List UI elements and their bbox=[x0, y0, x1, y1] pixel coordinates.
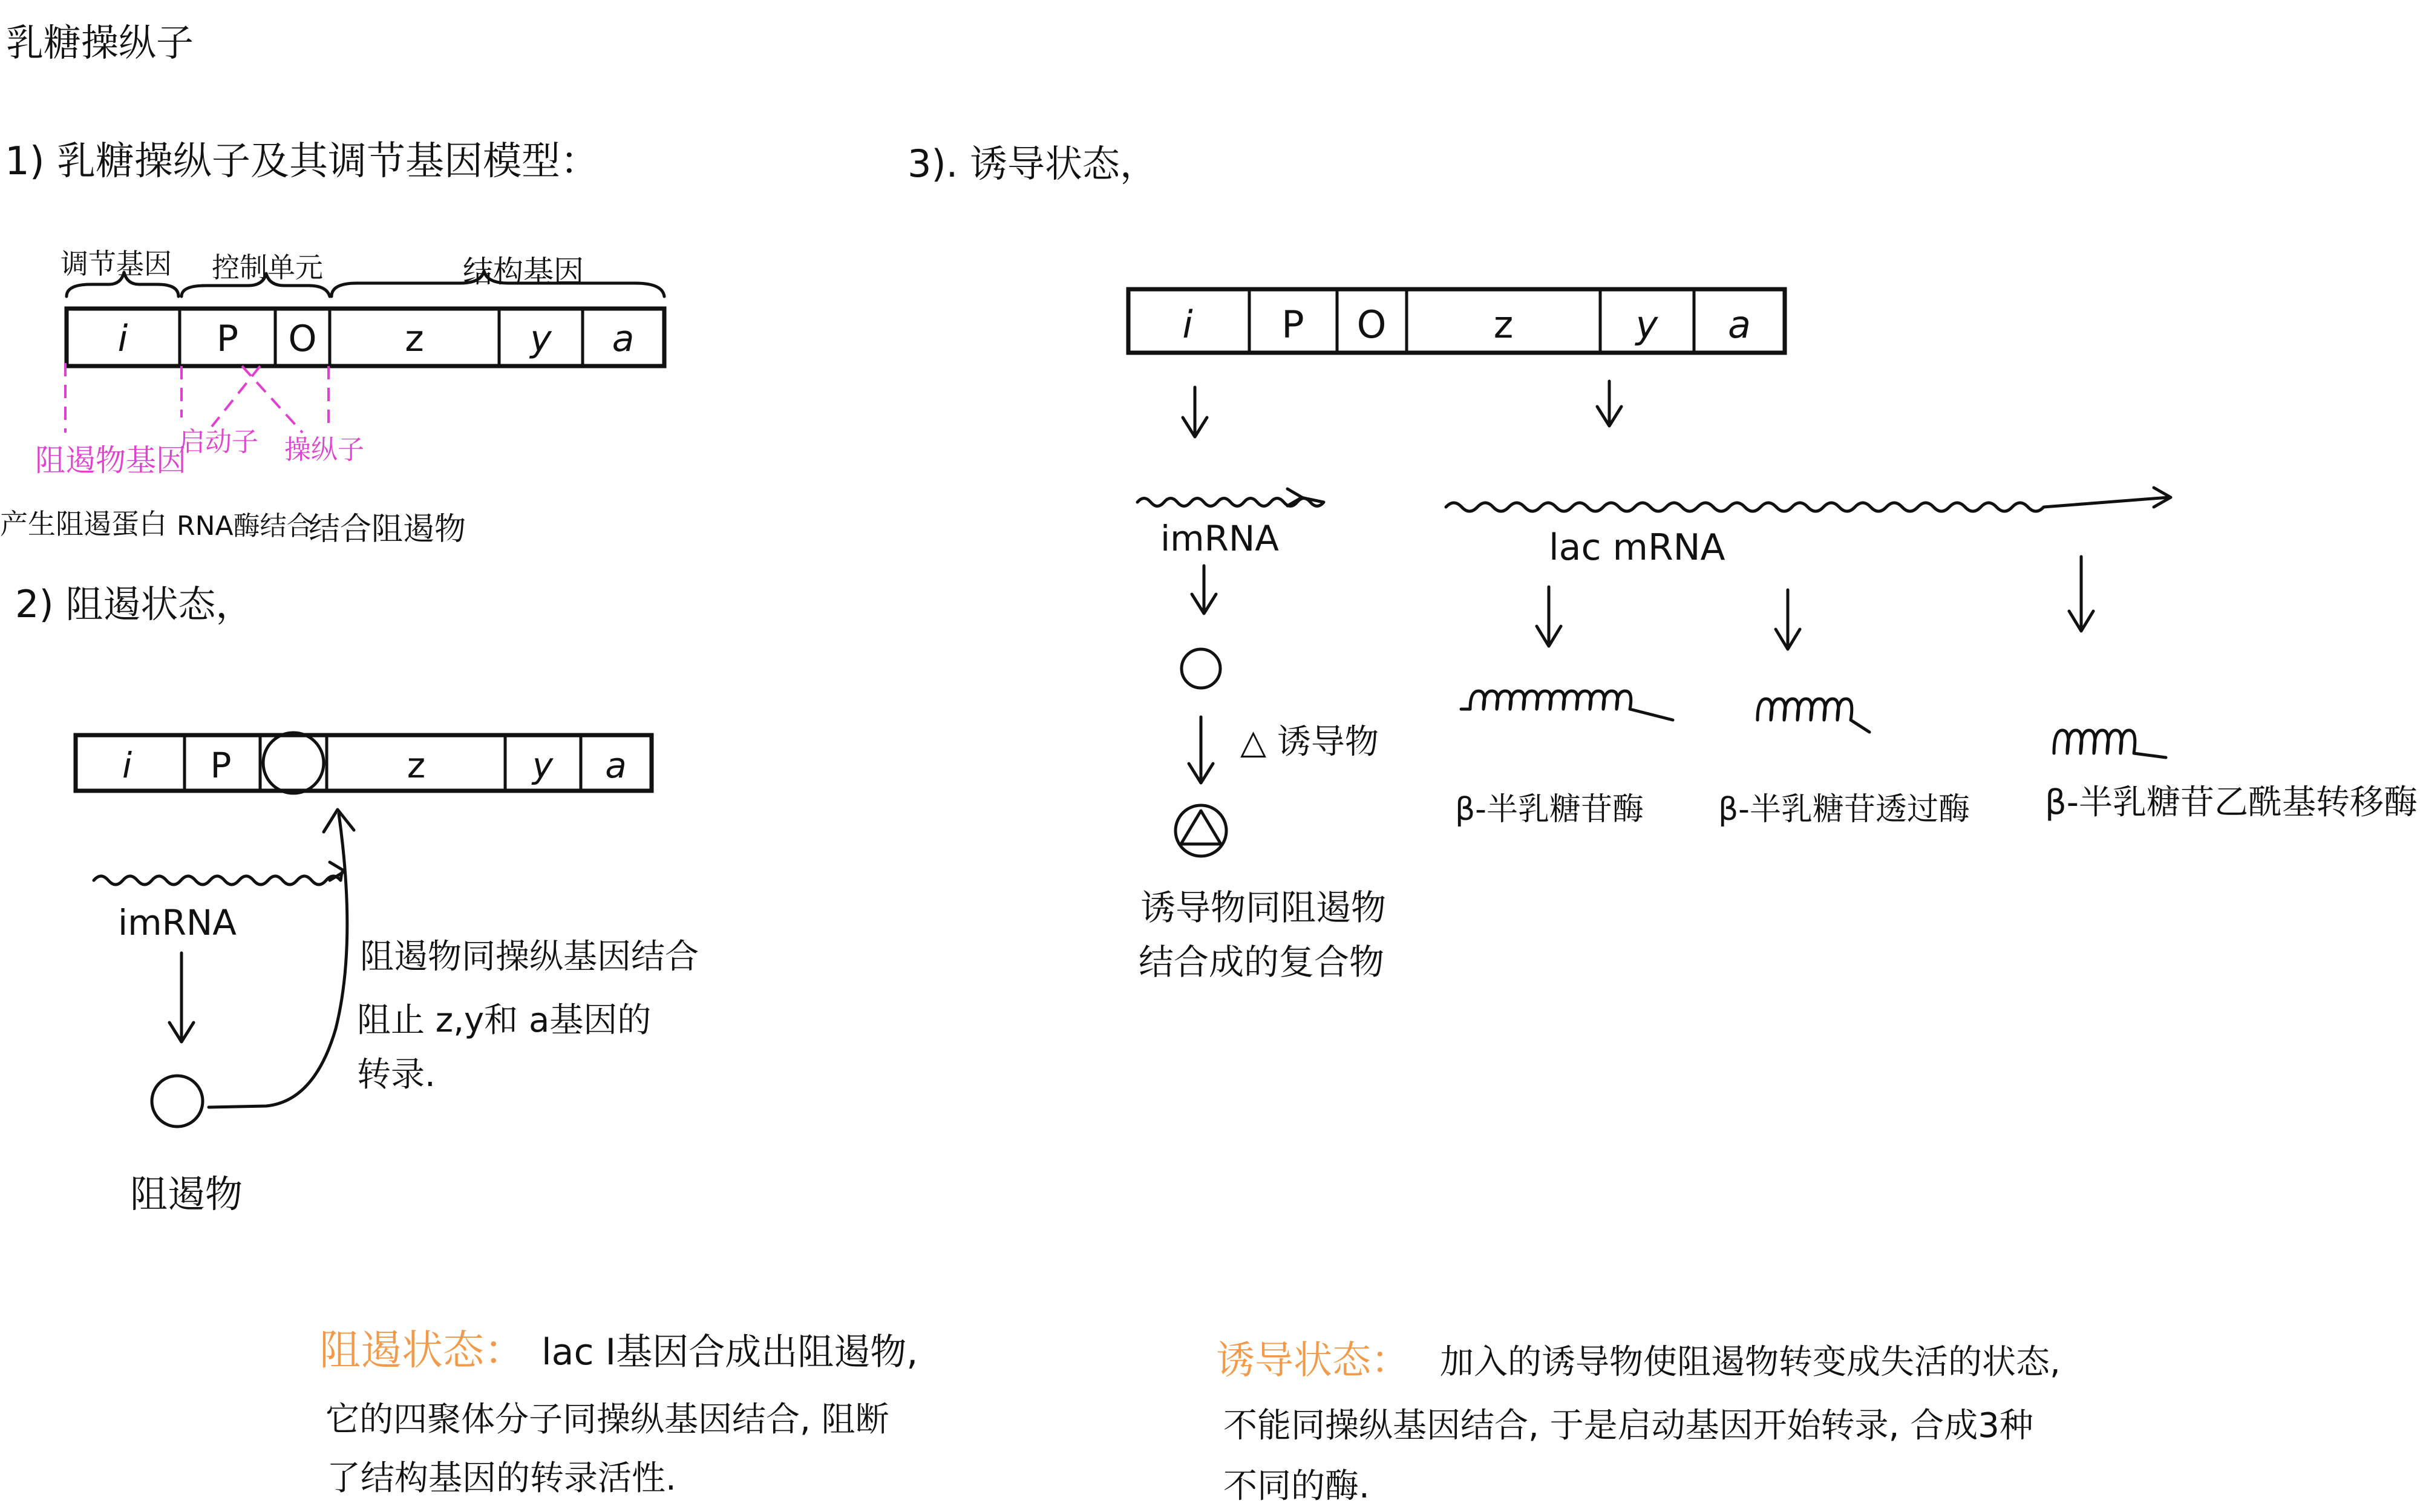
enzyme-2: β-半乳糖苷透过酶 bbox=[1718, 791, 1970, 828]
repressor-arrow bbox=[209, 814, 347, 1107]
repressor-circle-3 bbox=[1182, 649, 1220, 688]
enzyme-3: β-半乳糖苷乙酰基转移酶 bbox=[2045, 783, 2418, 822]
note2-line2: 阻止 z,y和 a基因的 bbox=[357, 1001, 652, 1040]
gene3-y: y bbox=[1635, 303, 1658, 347]
page-title: 乳糖操纵子 bbox=[6, 21, 194, 65]
summary-repressed-line1: lac I基因合成出阻遏物, bbox=[541, 1331, 918, 1373]
summary-repressed-line2: 它的四聚体分子同操纵基因结合, 阻断 bbox=[325, 1400, 889, 1439]
gene2-z: z bbox=[407, 745, 426, 786]
imrna-wave-2 bbox=[94, 872, 342, 885]
protein-coil-3 bbox=[2054, 730, 2166, 758]
enzyme-1: β-半乳糖苷酶 bbox=[1455, 791, 1644, 828]
brace-regulatory-label: 调节基因 bbox=[60, 247, 172, 280]
gene3-z: z bbox=[1493, 303, 1514, 347]
gene1-a: a bbox=[612, 318, 635, 360]
lac-mrna-label: lac mRNA bbox=[1549, 526, 1725, 569]
summary-induced-line1: 加入的诱导物使阻遏物转变成失活的状态, bbox=[1440, 1343, 2061, 1382]
gene2-p: P bbox=[210, 745, 232, 786]
gene3-p: P bbox=[1281, 303, 1304, 347]
gene3-a: a bbox=[1728, 303, 1751, 347]
gene3-i: i bbox=[1182, 303, 1193, 347]
section3-heading: 3). 诱导状态， bbox=[908, 142, 1158, 186]
repressor-circle bbox=[152, 1076, 203, 1127]
dash-cross-2 bbox=[242, 366, 302, 433]
func-p: RNA酶结合 bbox=[177, 511, 313, 542]
protein-coil-1 bbox=[1461, 691, 1673, 720]
summary-induced-line3: 不同的酶. bbox=[1223, 1467, 1370, 1506]
gene-box-3 bbox=[1128, 289, 1785, 353]
gene1-y: y bbox=[530, 318, 552, 360]
note2-line1: 阻遏物同操纵基因结合 bbox=[360, 937, 699, 977]
brace-control-label: 控制单元 bbox=[212, 251, 323, 284]
label-promoter: 启动子 bbox=[178, 427, 258, 457]
gene-box-2 bbox=[76, 735, 652, 791]
inducer-label: △ 诱导物 bbox=[1240, 722, 1379, 762]
brace-structural-label: 结构基因 bbox=[463, 254, 584, 289]
repressor-label: 阻遏物 bbox=[130, 1172, 243, 1216]
func-i: 产生阻遏蛋白 bbox=[0, 508, 167, 540]
summary-induced-title: 诱导状态： bbox=[1216, 1338, 1410, 1383]
gene2-i: i bbox=[122, 745, 132, 786]
gene1-z: z bbox=[405, 318, 424, 360]
lac-mrna-wave bbox=[1446, 497, 2169, 511]
func-o: 结合阻遏物 bbox=[309, 511, 466, 548]
imrna-label-2: imRNA bbox=[118, 902, 237, 943]
imrna-label-3: imRNA bbox=[1160, 518, 1279, 559]
gene2-y: y bbox=[532, 745, 554, 786]
summary-repressed-title: 阻遏状态： bbox=[319, 1327, 526, 1375]
protein-coil-2 bbox=[1758, 699, 1869, 732]
label-repressor-gene: 阻遏物基因 bbox=[35, 443, 186, 478]
gene1-i: i bbox=[117, 318, 128, 360]
summary-repressed-line3: 了结构基因的转录活性. bbox=[327, 1459, 676, 1498]
gene1-o: O bbox=[288, 318, 317, 360]
gene1-p: P bbox=[216, 318, 239, 360]
repressor-bound-operator bbox=[263, 733, 324, 793]
gene3-o: O bbox=[1356, 303, 1387, 347]
note2-line3: 转录. bbox=[357, 1055, 436, 1095]
complex-line1: 诱导物同阻遏物 bbox=[1140, 887, 1387, 928]
gene2-a: a bbox=[605, 745, 627, 786]
complex-triangle bbox=[1181, 811, 1221, 844]
section2-heading: 2) 阻遏状态， bbox=[15, 582, 253, 626]
gene-box-1 bbox=[67, 309, 664, 366]
dash-cross-1 bbox=[212, 366, 260, 427]
summary-induced-line2: 不能同操纵基因结合, 于是启动基因开始转录, 合成3种 bbox=[1223, 1406, 2033, 1445]
section1-heading: 1) 乳糖操纵子及其调节基因模型： bbox=[5, 139, 600, 184]
label-operator: 操纵子 bbox=[284, 434, 364, 465]
complex-line2: 结合成的复合物 bbox=[1139, 941, 1385, 983]
